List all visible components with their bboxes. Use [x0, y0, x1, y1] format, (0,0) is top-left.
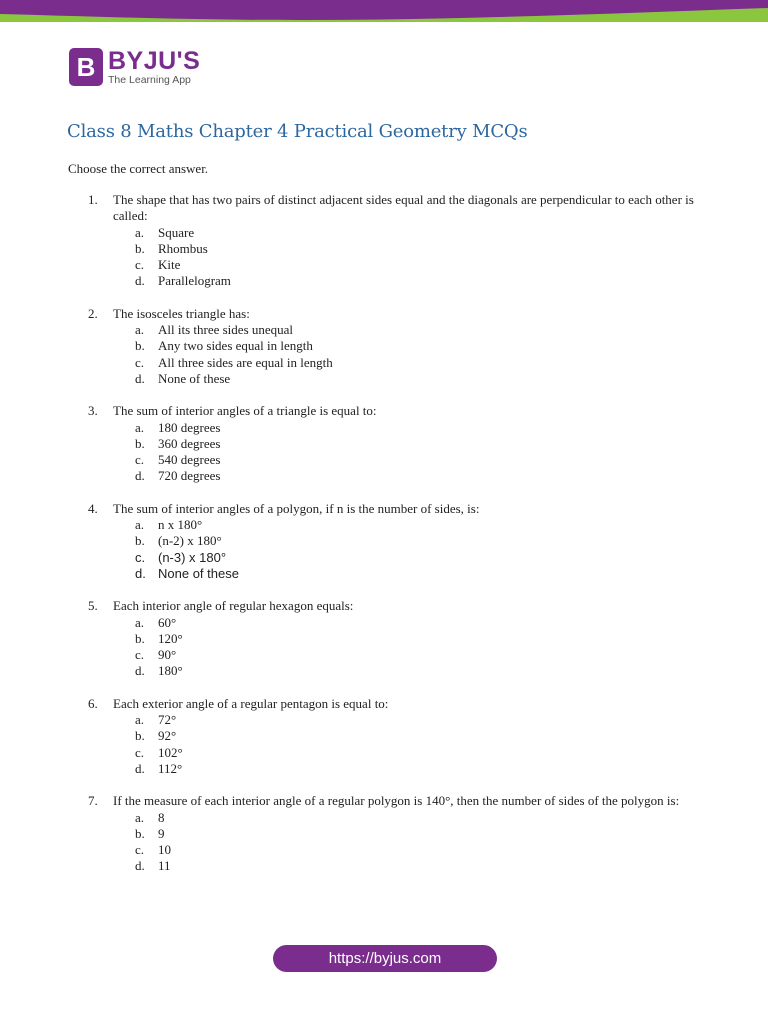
question-text: The isosceles triangle has: [113, 305, 250, 321]
option-d [135, 663, 708, 679]
option-text: None of these [158, 370, 231, 386]
option-text: (n-3) x 180° [158, 549, 227, 565]
question-3 [88, 403, 708, 484]
option-c [135, 452, 708, 468]
option-text: 102° [158, 744, 183, 760]
option-letter: c. [135, 549, 146, 565]
option-d [135, 468, 708, 484]
option-c [135, 745, 708, 761]
question-6 [88, 696, 708, 777]
option-text: 9 [158, 825, 165, 841]
option-letter: d. [135, 468, 145, 484]
footer-url-link[interactable]: https://byjus.com [273, 945, 497, 972]
option-d [135, 566, 708, 582]
question-7 [88, 793, 708, 874]
option-text: 92° [158, 728, 177, 744]
option-text: 360 degrees [158, 435, 221, 451]
logo-tagline: The Learning App [108, 74, 191, 86]
option-letter: b. [135, 240, 145, 256]
option-b [135, 631, 708, 647]
option-letter: a. [135, 517, 145, 533]
option-letter: d. [135, 760, 145, 776]
byjus-logo [69, 46, 200, 88]
question-text: The sum of interior angles of a triangle is equal to: [113, 403, 377, 419]
question-number: 6. [88, 695, 98, 711]
option-list [88, 810, 708, 875]
option-text: 8 [158, 809, 165, 825]
option-text: Parallelogram [158, 273, 231, 289]
option-letter: b. [135, 630, 145, 646]
option-text: Any two sides equal in length [158, 338, 313, 354]
option-text: Rhombus [158, 240, 208, 256]
option-text: 720 degrees [158, 468, 221, 484]
question-1 [88, 192, 708, 290]
option-letter: b. [135, 435, 145, 451]
question-text: If the measure of each interior angle of a regular polygon is 140°, then the number of sides of the polygon is: [113, 793, 680, 809]
option-text: 90° [158, 647, 177, 663]
top-decorative-banner [0, 0, 768, 26]
option-letter: d. [135, 663, 145, 679]
option-letter: c. [135, 647, 145, 663]
option-text: All three sides are equal in length [158, 354, 333, 370]
option-letter: d. [135, 273, 145, 289]
question-number: 2. [88, 305, 98, 321]
option-list [88, 420, 708, 485]
option-c [135, 257, 708, 273]
option-letter: b. [135, 825, 145, 841]
option-text: None of these [158, 565, 239, 581]
option-letter: a. [135, 224, 145, 240]
option-text: 180° [158, 663, 183, 679]
option-list [88, 517, 708, 582]
option-a [135, 517, 708, 533]
option-letter: a. [135, 419, 145, 435]
option-text: 112° [158, 760, 183, 776]
option-text: Square [158, 224, 195, 240]
question-text: The sum of interior angles of a polygon, if n is the number of sides, is: [113, 500, 480, 516]
question-4 [88, 501, 708, 582]
question-number: 1. [88, 192, 98, 207]
option-letter: c. [135, 744, 145, 760]
page-title: Class 8 Maths Chapter 4 Practical Geometry MCQs [67, 121, 528, 142]
question-list [88, 192, 708, 891]
logo-mark-icon: B [69, 48, 103, 86]
logo-brand: BYJU'S [108, 47, 201, 75]
option-d [135, 273, 708, 289]
option-a [135, 225, 708, 241]
option-letter: c. [135, 452, 145, 468]
question-number: 3. [88, 403, 98, 419]
question-text: Each interior angle of regular hexagon equals: [113, 598, 354, 614]
option-a [135, 615, 708, 631]
option-d [135, 858, 708, 874]
option-b [135, 338, 708, 354]
option-letter: b. [135, 533, 145, 549]
option-b [135, 533, 708, 549]
question-text: The shape that has two pairs of distinct adjacent sides equal and the diagonals are perpendicular to each other is called: [113, 192, 694, 224]
option-letter: c. [135, 842, 145, 858]
instructions: Choose the correct answer. [68, 161, 209, 176]
option-text: (n-2) x 180° [158, 533, 222, 549]
option-d [135, 761, 708, 777]
question-number: 5. [88, 598, 98, 614]
option-text: All its three sides unequal [158, 322, 294, 338]
question-number: 4. [88, 500, 98, 516]
option-c [135, 647, 708, 663]
option-b [135, 241, 708, 257]
option-a [135, 712, 708, 728]
option-a [135, 810, 708, 826]
option-text: 10 [158, 842, 171, 858]
option-text: 11 [158, 858, 171, 874]
option-a [135, 322, 708, 338]
option-list [88, 615, 708, 680]
option-d [135, 371, 708, 387]
option-letter: a. [135, 712, 145, 728]
option-letter: d. [135, 565, 146, 581]
option-text: 540 degrees [158, 452, 221, 468]
option-text: 72° [158, 712, 177, 728]
option-letter: a. [135, 322, 145, 338]
option-text: Kite [158, 257, 181, 273]
option-letter: d. [135, 370, 145, 386]
question-number: 7. [88, 793, 98, 809]
option-letter: b. [135, 728, 145, 744]
option-letter: c. [135, 257, 145, 273]
option-list [88, 322, 708, 387]
option-list [88, 225, 708, 290]
option-text: 180 degrees [158, 419, 221, 435]
option-list [88, 712, 708, 777]
option-text: n x 180° [158, 517, 203, 533]
option-c [135, 842, 708, 858]
option-letter: d. [135, 858, 145, 874]
option-letter: c. [135, 354, 145, 370]
option-c [135, 550, 708, 566]
option-letter: a. [135, 614, 145, 630]
option-text: 120° [158, 630, 183, 646]
option-letter: a. [135, 809, 145, 825]
option-text: 60° [158, 614, 177, 630]
option-a [135, 420, 708, 436]
option-letter: b. [135, 338, 145, 354]
option-b [135, 826, 708, 842]
option-b [135, 436, 708, 452]
option-b [135, 728, 708, 744]
question-5 [88, 598, 708, 679]
question-text: Each exterior angle of a regular pentagon is equal to: [113, 695, 389, 711]
question-2 [88, 306, 708, 387]
option-c [135, 355, 708, 371]
